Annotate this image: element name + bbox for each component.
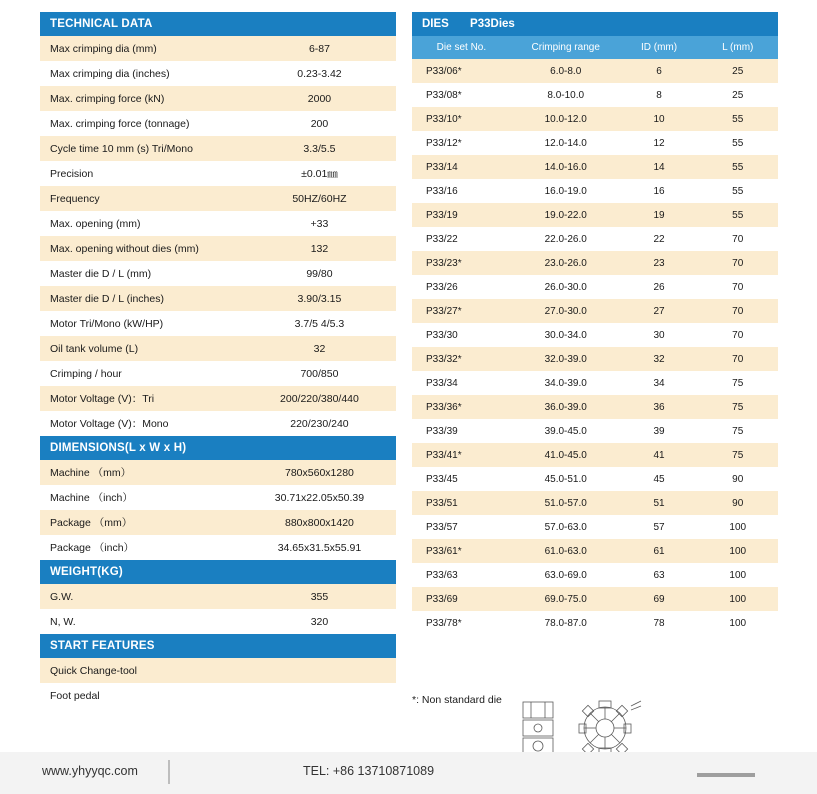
die-id: 12: [621, 131, 698, 155]
spec-label: Package （mm）: [40, 510, 243, 535]
spec-row: [40, 86, 396, 111]
table-row: [412, 587, 778, 611]
crimping-range: 22.0-26.0: [511, 227, 621, 251]
die-set-no: P33/27*: [412, 299, 511, 323]
section-header-row: [40, 560, 396, 584]
spec-row: [40, 111, 396, 136]
spec-label: Motor Voltage (V)：Mono: [40, 411, 243, 436]
die-length: 100: [697, 587, 778, 611]
die-length: 70: [697, 323, 778, 347]
die-set-no: P33/57: [412, 515, 511, 539]
non-standard-die-note: *: Non standard die: [412, 694, 502, 706]
crimping-range: 16.0-19.0: [511, 179, 621, 203]
spec-row: [40, 61, 396, 86]
die-length: 70: [697, 251, 778, 275]
spec-row: [40, 186, 396, 211]
spec-value: 6-87: [243, 36, 396, 61]
die-set-no: P33/69: [412, 587, 511, 611]
spec-row: [40, 336, 396, 361]
die-set-no: P33/30: [412, 323, 511, 347]
table-row: [412, 539, 778, 563]
die-set-no: P33/41*: [412, 443, 511, 467]
spec-row: [40, 386, 396, 411]
die-length: 70: [697, 347, 778, 371]
section-title: START FEATURES: [40, 634, 396, 658]
die-id: 41: [621, 443, 698, 467]
spec-value: 355: [243, 584, 396, 609]
die-set-no: P33/45: [412, 467, 511, 491]
spec-label: Max. crimping force (kN): [40, 86, 243, 111]
crimping-range: 51.0-57.0: [511, 491, 621, 515]
table-row: [412, 611, 778, 635]
die-id: 45: [621, 467, 698, 491]
spec-label: Motor Voltage (V)：Tri: [40, 386, 243, 411]
die-length: 90: [697, 467, 778, 491]
spec-row: [40, 236, 396, 261]
die-length: 55: [697, 131, 778, 155]
spec-value: 34.65x31.5x55.91: [243, 535, 396, 560]
die-id: 19: [621, 203, 698, 227]
table-row: [412, 323, 778, 347]
die-set-no: P33/36*: [412, 395, 511, 419]
die-length: 25: [697, 83, 778, 107]
die-id: 27: [621, 299, 698, 323]
crimping-range: 8.0-10.0: [511, 83, 621, 107]
crimping-range: 32.0-39.0: [511, 347, 621, 371]
spec-row: [40, 584, 396, 609]
die-set-no: P33/51: [412, 491, 511, 515]
spec-value: 50HZ/60HZ: [243, 186, 396, 211]
die-length: 55: [697, 179, 778, 203]
spec-label: N, W.: [40, 609, 243, 634]
spec-label: Max crimping dia (inches): [40, 61, 243, 86]
table-row: [412, 443, 778, 467]
table-row: [412, 203, 778, 227]
footer-telephone: TEL: +86 13710871089: [303, 764, 435, 778]
crimping-range: 14.0-16.0: [511, 155, 621, 179]
die-length: 90: [697, 491, 778, 515]
die-id: 32: [621, 347, 698, 371]
spec-label: Oil tank volume (L): [40, 336, 243, 361]
spec-value: [243, 658, 396, 683]
spec-label: Crimping / hour: [40, 361, 243, 386]
dies-diagram: [505, 700, 655, 760]
die-set-no: P33/34: [412, 371, 511, 395]
table-row: [412, 107, 778, 131]
die-set-no: P33/32*: [412, 347, 511, 371]
die-id: 78: [621, 611, 698, 635]
crimping-range: 69.0-75.0: [511, 587, 621, 611]
spec-value: 3.90/3.15: [243, 286, 396, 311]
crimping-range: 63.0-69.0: [511, 563, 621, 587]
die-length: 75: [697, 371, 778, 395]
spec-label: Cycle time 10 mm (s) Tri/Mono: [40, 136, 243, 161]
crimping-range: 19.0-22.0: [511, 203, 621, 227]
spec-value: 3.7/5 4/5.3: [243, 311, 396, 336]
die-length: 70: [697, 299, 778, 323]
spec-row: [40, 36, 396, 61]
dies-column: [412, 12, 778, 635]
table-row: [412, 251, 778, 275]
die-id: 16: [621, 179, 698, 203]
spec-value: 99/80: [243, 261, 396, 286]
crimping-range: 41.0-45.0: [511, 443, 621, 467]
spec-value: 2000: [243, 86, 396, 111]
dies-header-row: [412, 36, 778, 59]
footer-divider: [168, 760, 170, 784]
die-length: 100: [697, 515, 778, 539]
die-id: 14: [621, 155, 698, 179]
die-set-no: P33/61*: [412, 539, 511, 563]
die-length: 70: [697, 227, 778, 251]
die-set-no: P33/08*: [412, 83, 511, 107]
dies-header-crimping-range: Crimping range: [511, 36, 621, 59]
spec-value: 3.3/5.5: [243, 136, 396, 161]
crimping-range: 45.0-51.0: [511, 467, 621, 491]
spec-label: Master die D / L (mm): [40, 261, 243, 286]
spec-label: Package （inch）: [40, 535, 243, 560]
crimping-range: 27.0-30.0: [511, 299, 621, 323]
footer-website[interactable]: www.yhyyqc.com: [42, 764, 138, 778]
table-row: [412, 299, 778, 323]
table-row: [412, 131, 778, 155]
spec-row: [40, 460, 396, 485]
spec-row: [40, 683, 396, 708]
spec-label: Max crimping dia (mm): [40, 36, 243, 61]
spec-label: Precision: [40, 161, 243, 186]
spec-row: [40, 361, 396, 386]
dies-title-label: DIES: [422, 18, 449, 30]
die-id: 51: [621, 491, 698, 515]
spec-value: 32: [243, 336, 396, 361]
die-set-no: P33/12*: [412, 131, 511, 155]
spec-value: 320: [243, 609, 396, 634]
die-id: 61: [621, 539, 698, 563]
spec-row: [40, 535, 396, 560]
spec-label: Machine （inch）: [40, 485, 243, 510]
spec-row: [40, 311, 396, 336]
table-row: [412, 347, 778, 371]
die-set-no: P33/10*: [412, 107, 511, 131]
spec-value: 30.71x22.05x50.39: [243, 485, 396, 510]
dies-subtitle-label: P33Dies: [470, 18, 515, 30]
die-length: 25: [697, 59, 778, 83]
footer-accent-bar: [697, 773, 755, 777]
section-header-row: [40, 12, 396, 36]
table-row: [412, 155, 778, 179]
spec-row: [40, 510, 396, 535]
spec-label: Quick Change-tool: [40, 658, 243, 683]
spec-row: [40, 658, 396, 683]
spec-value: 200/220/380/440: [243, 386, 396, 411]
crimping-range: 6.0-8.0: [511, 59, 621, 83]
die-length: 55: [697, 203, 778, 227]
table-row: [412, 179, 778, 203]
dies-title-row: [412, 12, 778, 36]
crimping-range: 30.0-34.0: [511, 323, 621, 347]
section-title: TECHNICAL DATA: [40, 12, 396, 36]
die-id: 6: [621, 59, 698, 83]
table-row: [412, 395, 778, 419]
crimping-range: 34.0-39.0: [511, 371, 621, 395]
die-id: 39: [621, 419, 698, 443]
dies-table: [412, 12, 778, 635]
spec-label: Machine （mm）: [40, 460, 243, 485]
crimping-range: 36.0-39.0: [511, 395, 621, 419]
dies-header-id: ID (mm): [621, 36, 698, 59]
die-length: 70: [697, 275, 778, 299]
spec-row: [40, 161, 396, 186]
crimping-range: 78.0-87.0: [511, 611, 621, 635]
crimping-range: 12.0-14.0: [511, 131, 621, 155]
section-header-row: [40, 436, 396, 460]
table-row: [412, 59, 778, 83]
table-row: [412, 563, 778, 587]
section-title: WEIGHT(KG): [40, 560, 396, 584]
technical-data-table: [40, 12, 396, 708]
die-set-no: P33/22: [412, 227, 511, 251]
die-length: 100: [697, 539, 778, 563]
die-length: 55: [697, 107, 778, 131]
page-footer: [0, 752, 817, 794]
spec-row: [40, 411, 396, 436]
table-row: [412, 491, 778, 515]
spec-value: 200: [243, 111, 396, 136]
die-set-no: P33/63: [412, 563, 511, 587]
spec-row: [40, 609, 396, 634]
spec-value: 0.23-3.42: [243, 61, 396, 86]
table-row: [412, 467, 778, 491]
spec-row: [40, 211, 396, 236]
section-header-row: [40, 634, 396, 658]
crimping-range: 57.0-63.0: [511, 515, 621, 539]
crimping-range: 61.0-63.0: [511, 539, 621, 563]
spec-value: [243, 683, 396, 708]
table-row: [412, 515, 778, 539]
die-set-no: P33/39: [412, 419, 511, 443]
die-id: 36: [621, 395, 698, 419]
spec-value: 220/230/240: [243, 411, 396, 436]
spec-value: ±0.01㎜: [243, 161, 396, 186]
section-title: DIMENSIONS(L x W x H): [40, 436, 396, 460]
spec-label: G.W.: [40, 584, 243, 609]
die-set-no: P33/14: [412, 155, 511, 179]
die-length: 100: [697, 563, 778, 587]
spec-label: Frequency: [40, 186, 243, 211]
die-length: 75: [697, 395, 778, 419]
technical-data-column: [40, 12, 396, 708]
die-set-no: P33/23*: [412, 251, 511, 275]
die-set-no: P33/06*: [412, 59, 511, 83]
die-length: 100: [697, 611, 778, 635]
spec-value: 132: [243, 236, 396, 261]
crimping-range: 10.0-12.0: [511, 107, 621, 131]
spec-value: 780x560x1280: [243, 460, 396, 485]
crimping-range: 23.0-26.0: [511, 251, 621, 275]
die-set-no: P33/26: [412, 275, 511, 299]
dies-header-l: L (mm): [697, 36, 778, 59]
die-id: 8: [621, 83, 698, 107]
die-length: 75: [697, 443, 778, 467]
spec-label: Master die D / L (inches): [40, 286, 243, 311]
die-length: 55: [697, 155, 778, 179]
spec-row: [40, 136, 396, 161]
die-set-no: P33/16: [412, 179, 511, 203]
die-id: 30: [621, 323, 698, 347]
spec-label: Max. crimping force (tonnage): [40, 111, 243, 136]
die-id: 57: [621, 515, 698, 539]
die-id: 69: [621, 587, 698, 611]
die-id: 22: [621, 227, 698, 251]
die-length: 75: [697, 419, 778, 443]
table-row: [412, 83, 778, 107]
spec-value: 700/850: [243, 361, 396, 386]
die-set-no: P33/78*: [412, 611, 511, 635]
spec-value: +33: [243, 211, 396, 236]
dies-header-die-set-no: Die set No.: [412, 36, 511, 59]
spec-label: Max. opening (mm): [40, 211, 243, 236]
spec-row: [40, 261, 396, 286]
crimping-range: 39.0-45.0: [511, 419, 621, 443]
spec-label: Foot pedal: [40, 683, 243, 708]
die-id: 10: [621, 107, 698, 131]
die-id: 34: [621, 371, 698, 395]
table-row: [412, 275, 778, 299]
table-row: [412, 371, 778, 395]
die-id: 26: [621, 275, 698, 299]
table-row: [412, 227, 778, 251]
table-row: [412, 419, 778, 443]
die-id: 63: [621, 563, 698, 587]
spec-value: 880x800x1420: [243, 510, 396, 535]
die-id: 23: [621, 251, 698, 275]
spec-row: [40, 485, 396, 510]
spec-label: Max. opening without dies (mm): [40, 236, 243, 261]
crimping-range: 26.0-30.0: [511, 275, 621, 299]
die-set-no: P33/19: [412, 203, 511, 227]
spec-label: Motor Tri/Mono (kW/HP): [40, 311, 243, 336]
spec-row: [40, 286, 396, 311]
